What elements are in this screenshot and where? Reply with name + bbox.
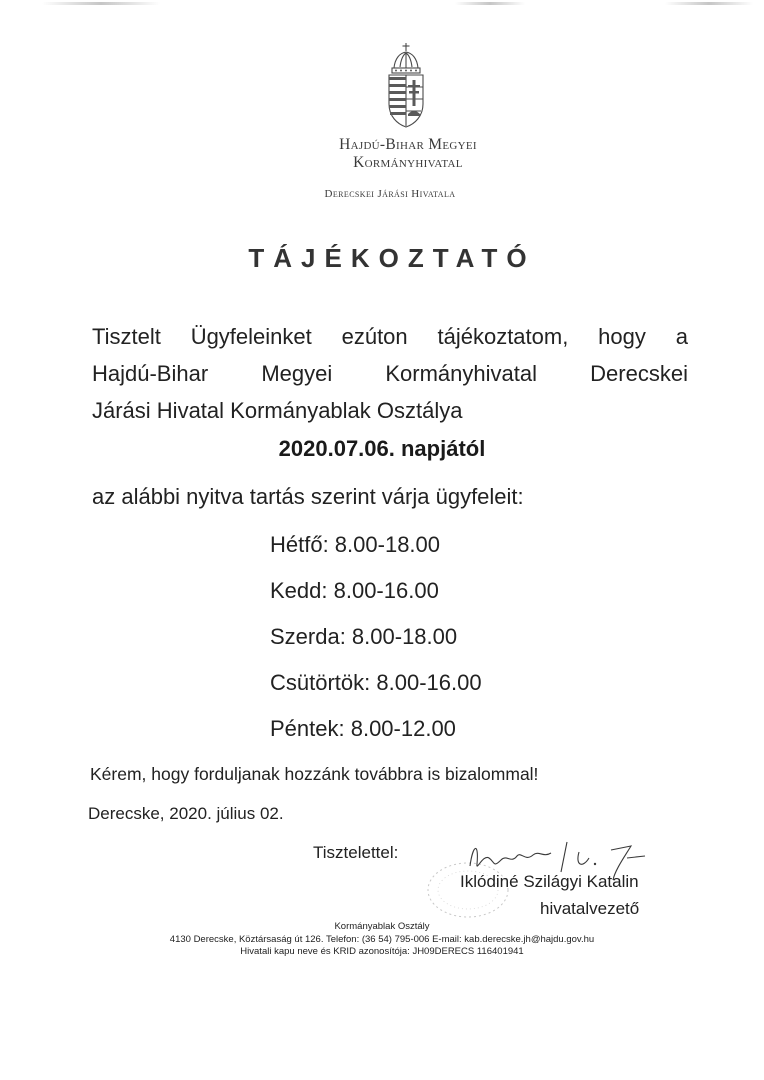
agency-name-line: Hajdú-Bihar Megyei [339,136,477,153]
intro-word: Hajdú-Bihar [92,361,209,386]
intro-word: Kormányhivatal [385,361,538,386]
opening-hours-item: Péntek: 8.00-12.00 [270,716,456,741]
effective-date: 2020.07.06. napjától [278,436,486,461]
footer-gateway-id: Hivatali kapu neve és KRID azonosítója: JH09DERECS 116401941 [240,946,524,957]
opening-hours-item: Csütörtök: 8.00-16.00 [270,670,482,695]
closing-sentence: Kérem, hogy forduljanak hozzánk továbbra is bizalommal! [90,764,539,784]
footer [0,921,764,959]
scan-artifact [42,2,160,5]
opening-hours-item: Szerda: 8.00-18.00 [270,624,458,649]
intro-paragraph [92,318,688,429]
intro-line [92,392,688,429]
place-and-date: Derecske, 2020. július 02. [88,804,284,823]
footer-contact: 4130 Derecske, Köztársaság út 126. Telefon: (36 54) 795-006 E-mail: kab.derecske.jh@hajdu.gov.hu [169,933,595,945]
district-office-name: Derecskei Járási Hivatala [324,188,456,200]
scan-artifact [665,2,753,5]
intro-word: a [675,324,688,349]
intro-word: Tisztelt [92,324,161,349]
intro-word: hogy [598,324,646,349]
intro-line [92,355,688,392]
opening-hours-item: Kedd: 8.00-16.00 [270,578,439,603]
intro-line [92,318,688,355]
agency-name [318,136,498,172]
intro-word: Ügyfeleinket [190,324,312,349]
intro-word: Megyei [261,361,333,386]
signer-title: hivatalvezető [540,899,640,918]
opening-hours-intro: az alábbi nyitva tartás szerint várja ügyfeleit: [92,484,524,509]
intro-text: Járási Hivatal Kormányablak Osztálya [92,398,463,423]
scan-artifact [455,2,525,5]
footer-department: Kormányablak Osztály [334,921,430,932]
agency-name-line: Kormányhivatal [353,154,463,171]
document-title: TÁJÉKOZTATÓ [248,243,536,273]
opening-hours-list [270,528,482,758]
intro-word: ezúton [341,324,408,349]
intro-word: tájékoztatom, [437,324,569,349]
signer-name: Iklódiné Szilágyi Katalin [460,872,639,891]
regards-text: Tisztelettel: [313,843,399,862]
coat-of-arms-icon [383,42,429,128]
intro-word: Derecskei [590,361,688,386]
opening-hours-item: Hétfő: 8.00-18.00 [270,532,441,557]
